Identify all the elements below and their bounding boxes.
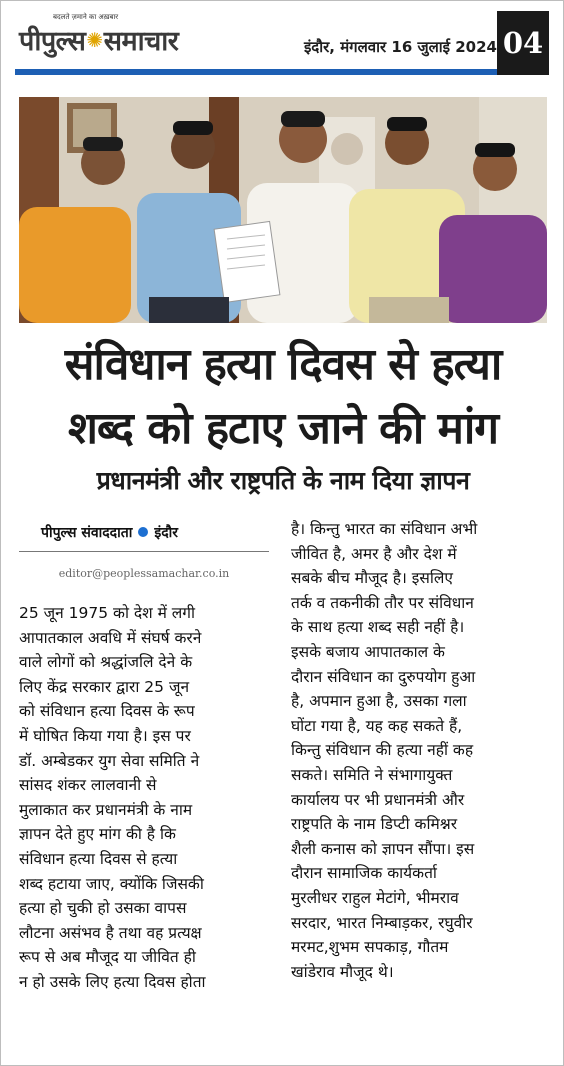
sun-icon: ✺ [86,28,103,52]
masthead [15,11,497,75]
article-line: दौरान संविधान का दुरुपयोग हुआ [291,667,476,686]
article-line: सकते। समिति ने संभागायुक्त [291,765,453,784]
byline [41,523,178,542]
article-line: खांडेराव मौजूद थे। [291,962,394,981]
article-line: मुलाकात कर प्रधानमंत्री के नाम [19,800,193,819]
article-line: में घोषित किया गया है। इस पर [19,726,191,745]
byline-divider [19,551,269,552]
headline-line-1: संविधान हत्या दिवस से हत्या [64,339,502,390]
headline-line-2: शब्द को हटाए जाने की मांग [67,403,499,454]
article-line: शब्द हटाया जाए, क्योंकि जिसकी [19,874,204,893]
article-line: कार्यालय पर भी प्रधानमंत्री और [291,790,465,809]
article-line: को संविधान हत्या दिवस के रूप [19,702,195,721]
article-line: सांसद शंकर लालवानी से [19,776,157,795]
article-line: 25 जून 1975 को देश में लगी [19,604,196,622]
article-line: सबके बीच मौजूद है। इसलिए [291,569,453,588]
article-line: किन्तु संविधान की हत्या नहीं कह [291,741,474,760]
article-line: डॉ. अम्बेडकर युग सेवा समिति ने [19,751,200,770]
article-line: ज्ञापन देते हुए मांग की है कि [19,825,176,844]
article-line: इसके बजाय आपातकाल के [291,642,445,661]
article-line: के साथ हत्या शब्द सही नहीं है। [291,618,465,637]
article-line: लौटना असंभव है तथा वह प्रत्यक्ष [19,923,202,942]
article-line: हत्या हो चुकी हो उसका वापस [19,899,187,918]
brand-left: पीपुल्स [19,26,86,57]
article-line: सरदार, भारत निम्बाड़कर, रघुवीर [291,913,473,932]
article-line: शैली कनास को ज्ञापन सौंपा। इस [291,839,475,858]
page-number: 04 [497,11,549,75]
article-line: मुरलीधर राहुल मेटांगे, भीमराव [291,888,459,907]
article-line: लिए केंद्र सरकार द्वारा 25 जून [19,677,190,696]
subheadline: प्रधानमंत्री और राष्ट्रपति के नाम दिया ज्ञापन [96,466,470,495]
newspaper-logo [19,21,178,58]
article-column-right [291,517,547,984]
bullet-dot-icon [138,527,148,537]
brand-right: समाचार [103,26,179,57]
news-photo [19,97,547,323]
article-line: दौरान सामाजिक कार्यकर्ता [291,864,437,883]
photo-illustration [19,97,547,323]
article-line: घोंटा गया है, यह कह सकते हैं, [291,716,463,735]
article-line: वाले लोगों को श्रद्धांजलि देने के [19,653,193,672]
article-line: न हो उसके लिए हत्या दिवस होता [19,972,206,991]
editor-email: editor@peoplessamachar.co.in [58,567,230,580]
masthead-rule [15,69,499,75]
article-column-left [19,601,269,995]
brand-tagline: बदलते ज़माने का अख़बार [53,13,119,21]
article-line: आपातकाल अवधि में संघर्ष करने [19,628,202,647]
article-line: मरमट,शुभम सपकाड़, गौतम [291,938,449,957]
headline [17,333,549,461]
byline-city: इंदौर [154,525,178,541]
article-line: राष्ट्रपति के नाम डिप्टी कमिश्नर [291,815,458,834]
reporter-name: पीपुल्स संवाददाता [41,525,133,541]
article-line: संविधान हत्या दिवस से हत्या [19,849,178,868]
article-line: रूप से अब मौजूद या जीवित ही [19,948,196,967]
article-line: है, अपमान हुआ है, उसका गला [291,692,467,711]
article-line: जीवित है, अमर है और देश में [291,544,457,563]
article-line: है। किन्तु भारत का संविधान अभी [291,520,478,538]
edition-dateline: इंदौर, मंगलवार 16 जुलाई 2024 [303,38,497,56]
article-line: तर्क व तकनीकी तौर पर संविधान [291,593,474,612]
